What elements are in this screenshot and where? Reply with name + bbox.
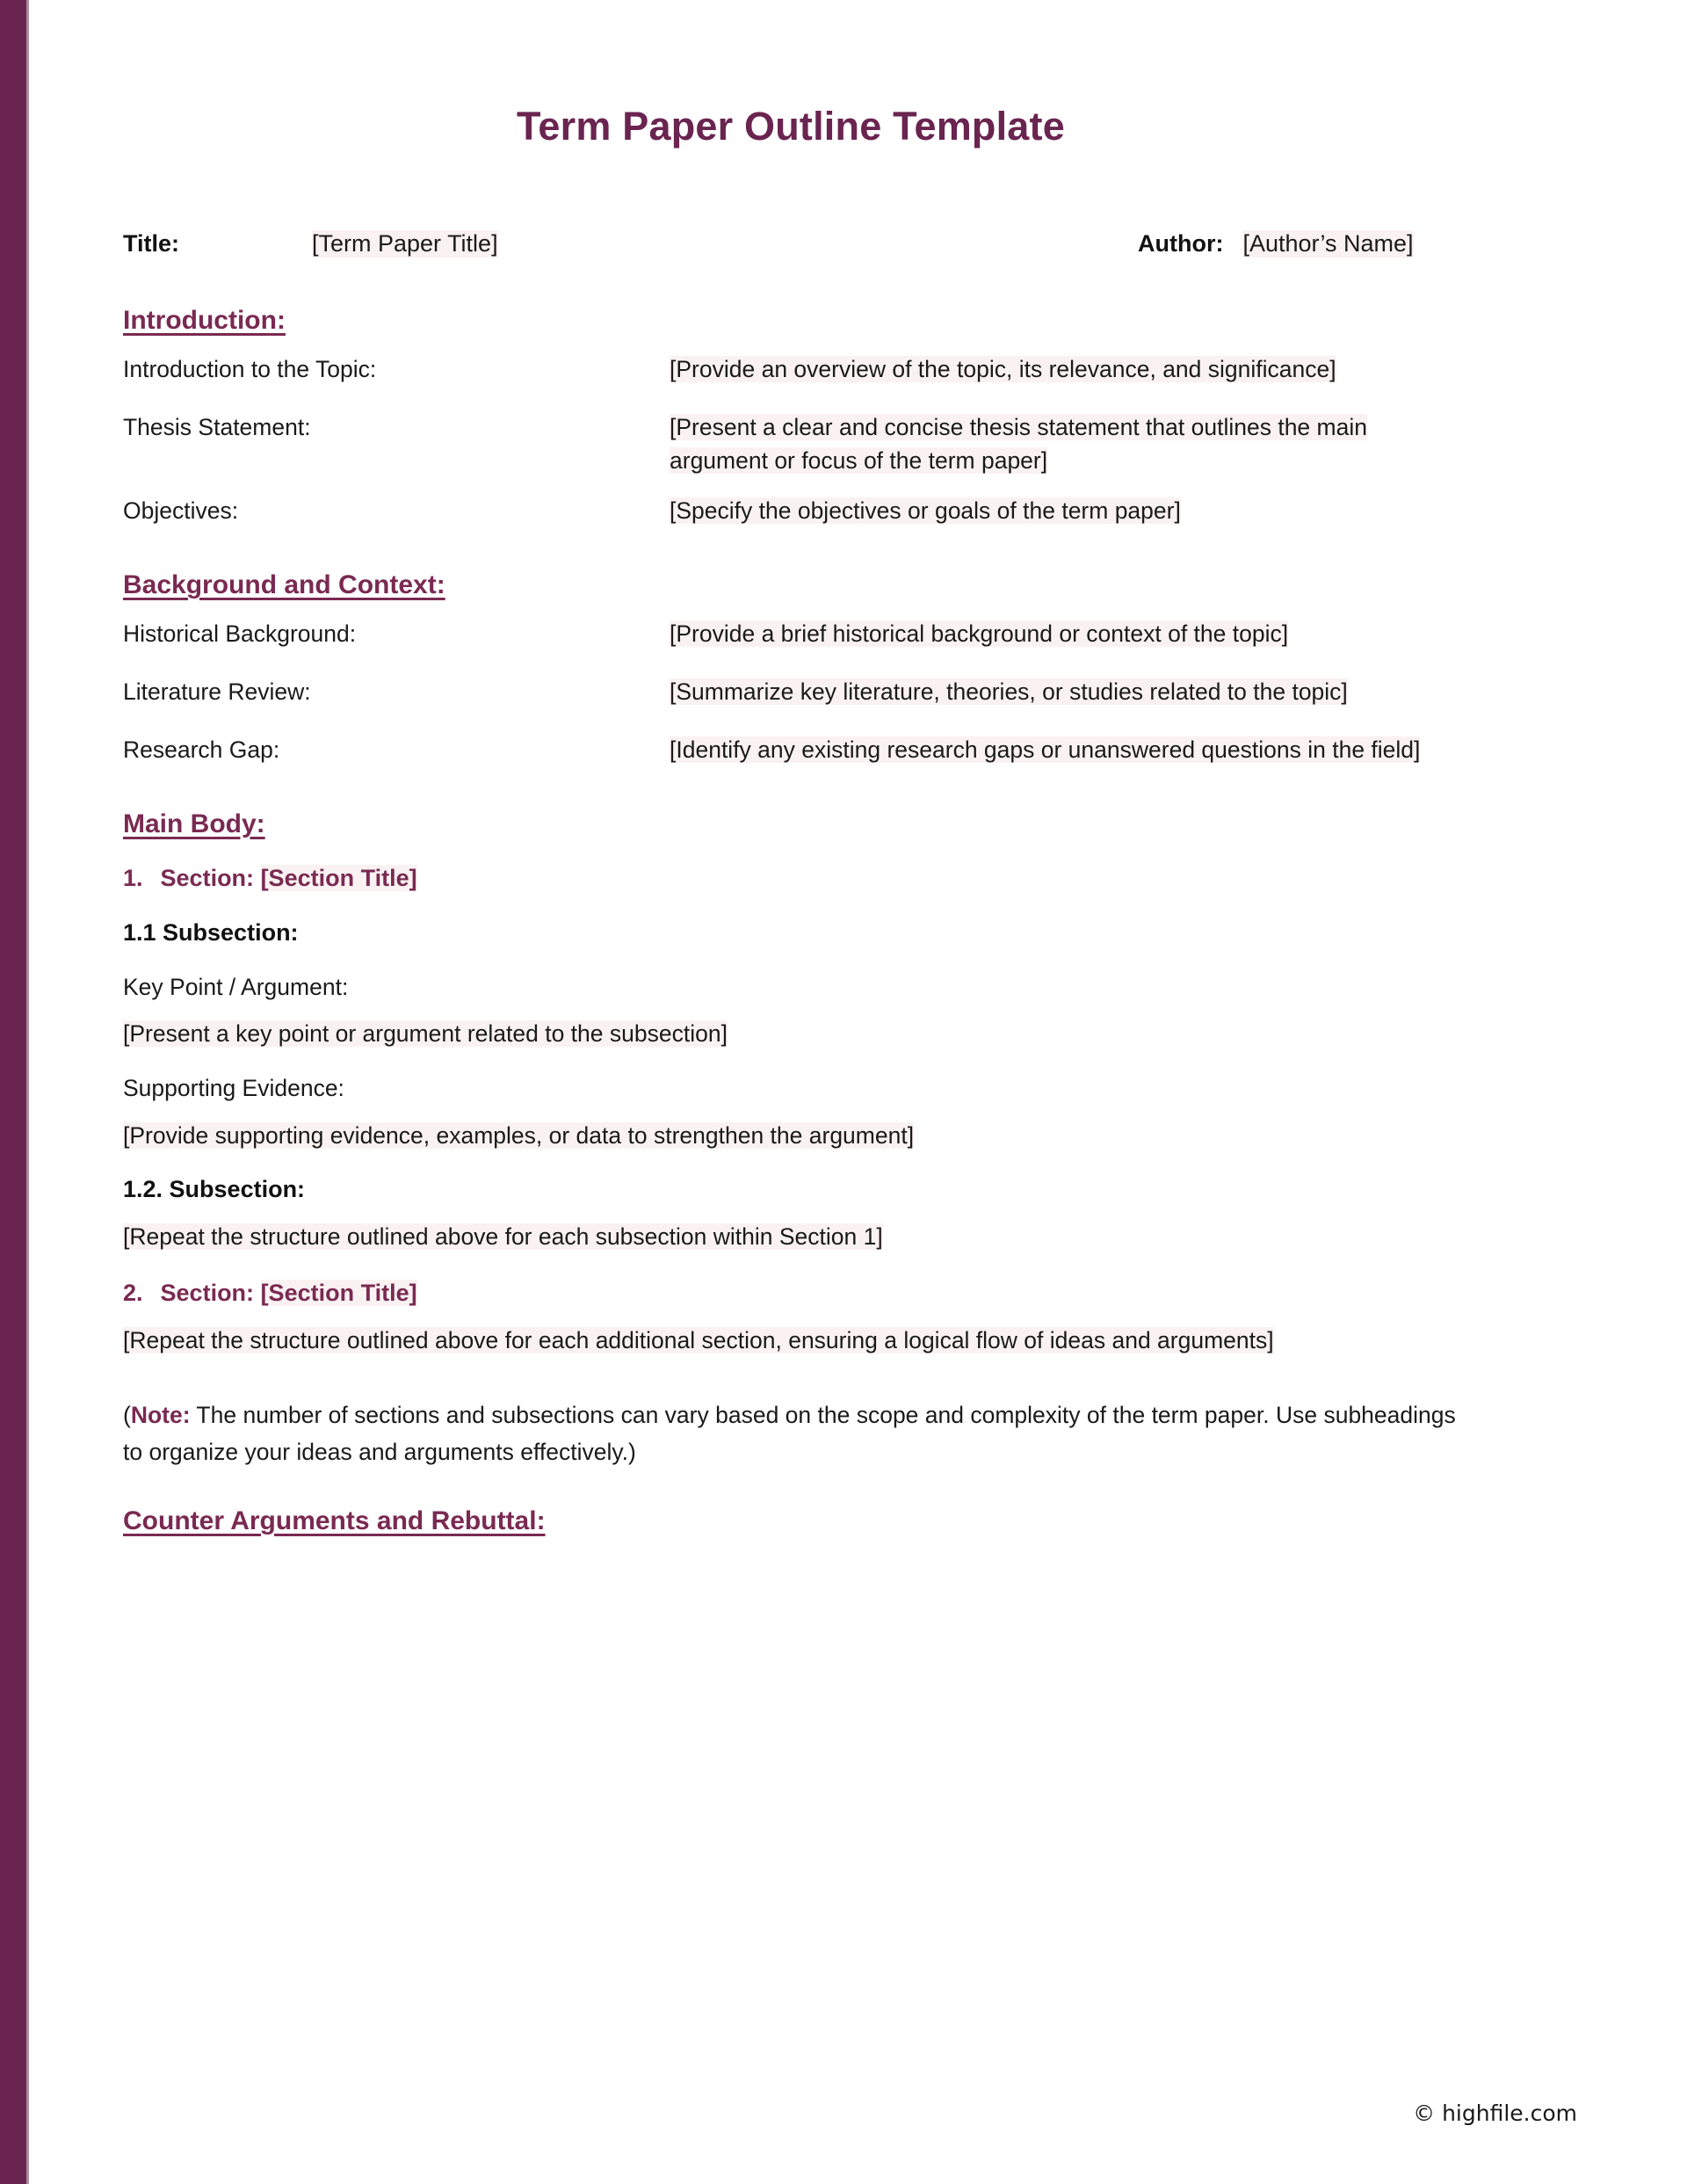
section-2-value-text: [Repeat the structure outlined above for each additional section, ensuring a logical flow of ideas and arguments] <box>123 1326 1274 1353</box>
section-heading-main-body: Main Body: <box>123 809 265 839</box>
page-title: Term Paper Outline Template <box>517 104 1065 149</box>
row-label: Objectives: <box>123 497 239 525</box>
document-content <box>123 0 1564 1536</box>
section-heading-background-and-context: Background and Context: <box>123 570 445 600</box>
supporting-evidence-value[interactable] <box>123 1120 1450 1153</box>
section-label: Section: <box>160 1279 255 1306</box>
row-literature-review <box>123 676 1564 716</box>
row-value-text: [Identify any existing research gaps or unanswered questions in the field] <box>670 736 1421 764</box>
section-number: 1. <box>123 865 143 892</box>
row-value-text: [Specify the objectives or goals of the term paper] <box>670 497 1181 525</box>
key-point-value-text: [Present a key point or argument related to the subsection] <box>123 1020 728 1048</box>
title-value[interactable]: [Term Paper Title] <box>312 230 498 257</box>
row-label: Literature Review: <box>123 678 311 706</box>
note-body-text: The number of sections and subsections can vary based on the scope and complexity of the term paper. Use subheadings to organize your ideas and arguments effectively.) <box>123 1402 1456 1466</box>
row-value[interactable] <box>670 618 1452 651</box>
author-label: Author: <box>1138 230 1224 257</box>
left-accent-stripe-edge <box>26 0 29 2184</box>
note-open-paren: ( <box>123 1402 131 1429</box>
main-body-section-1 <box>123 862 1564 896</box>
row-label: Thesis Statement: <box>123 414 311 440</box>
row-value[interactable] <box>670 676 1452 709</box>
row-value[interactable] <box>670 734 1452 767</box>
author-field-group <box>1138 230 1414 258</box>
row-value[interactable] <box>670 353 1452 387</box>
left-accent-stripe <box>0 0 26 2184</box>
section-2-value[interactable] <box>123 1324 1450 1358</box>
row-label: Research Gap: <box>123 736 280 764</box>
title-field-group <box>123 230 498 258</box>
subsection-heading-1-1: 1.1 Subsection: <box>123 919 299 947</box>
row-objectives <box>123 495 1564 535</box>
supporting-evidence-label: Supporting Evidence: <box>123 1075 344 1102</box>
main-body-section-2 <box>123 1277 1564 1310</box>
row-label: Introduction to the Topic: <box>123 356 377 382</box>
author-value[interactable]: [Author’s Name] <box>1242 230 1414 257</box>
row-value-text: [Present a clear and concise thesis statement that outlines the main argument or focus of the term paper] <box>670 414 1367 474</box>
section-heading-counter-arguments-and-rebuttal: Counter Arguments and Rebuttal: <box>123 1506 546 1535</box>
row-label: Historical Background: <box>123 620 357 648</box>
subsection-1-2-value-text: [Repeat the structure outlined above for each subsection within Section 1] <box>123 1223 883 1251</box>
row-value-text: [Provide a brief historical background or context of the topic] <box>670 620 1289 648</box>
row-introduction-to-topic <box>123 353 1564 394</box>
row-value-text: [Summarize key literature, theories, or studies related to the topic] <box>670 678 1348 706</box>
row-historical-background <box>123 618 1564 658</box>
subsection-heading-1-2: 1.2. Subsection: <box>123 1176 306 1203</box>
section-title-placeholder[interactable]: [Section Title] <box>260 865 417 892</box>
section-label: Section: <box>160 865 255 892</box>
title-label: Title: <box>123 230 180 257</box>
footer-copyright: © highfile.com <box>1413 2101 1577 2126</box>
row-thesis-statement <box>123 411 1564 477</box>
subsection-1-2-value[interactable] <box>123 1221 1450 1254</box>
row-value[interactable] <box>670 411 1452 477</box>
row-research-gap <box>123 734 1564 774</box>
note-lead-label: Note: <box>130 1402 191 1429</box>
section-title-placeholder[interactable]: [Section Title] <box>260 1279 417 1306</box>
section-number: 2. <box>123 1279 143 1306</box>
key-point-value[interactable] <box>123 1018 1450 1051</box>
main-body-note <box>123 1397 1459 1471</box>
document-meta-row <box>123 230 1564 269</box>
row-value[interactable] <box>670 495 1452 528</box>
key-point-label: Key Point / Argument: <box>123 973 349 1000</box>
row-value-text: [Provide an overview of the topic, its relevance, and significance] <box>670 356 1336 382</box>
section-heading-introduction: Introduction: <box>123 306 286 335</box>
supporting-evidence-value-text: [Provide supporting evidence, examples, or data to strengthen the argument] <box>123 1121 915 1149</box>
